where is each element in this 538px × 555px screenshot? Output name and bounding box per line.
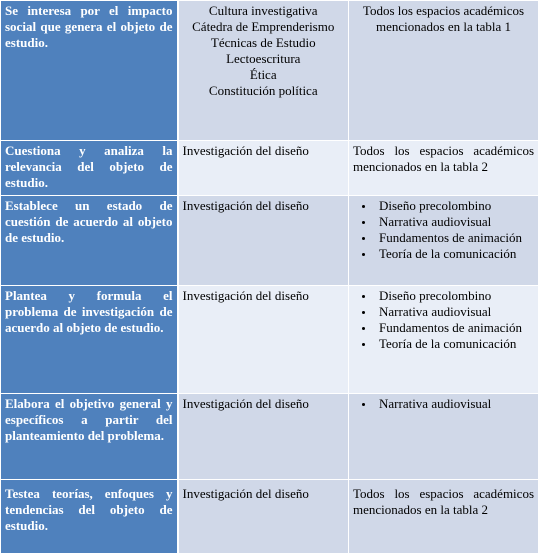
spaces-list (353, 396, 534, 412)
spaces-cell: Todos los espacios académicos mencionados en la tabla 1 (349, 1, 538, 141)
table-row (1, 480, 538, 554)
table-row (1, 196, 538, 286)
list-item: • Narrativa audiovisual (375, 214, 534, 230)
criterion-cell: Se interesa por el impacto social que genera el objeto de estudio. (1, 1, 178, 141)
list-item: • Diseño precolombino (375, 288, 534, 304)
subject-line: Ética (249, 67, 277, 82)
list-item: • Fundamentos de animación (375, 230, 534, 246)
spaces-list (353, 288, 534, 352)
criterion-cell: Plantea y formula el problema de investigación de acuerdo al objeto de estudio. (1, 286, 178, 394)
subject-cell: Investigación del diseño (178, 286, 349, 394)
subject-cell: Investigación del diseño (178, 480, 349, 554)
spaces-cell: Todos los espacios académicos mencionados en la tabla 2 (349, 141, 538, 196)
subject-cell: Investigación del diseño (178, 141, 349, 196)
spaces-list (353, 198, 534, 262)
table-row (1, 394, 538, 480)
list-item: • Fundamentos de animación (375, 320, 534, 336)
list-item: • Teoría de la comunicación (375, 336, 534, 352)
spaces-cell (349, 394, 538, 480)
criterion-cell: Cuestiona y analiza la relevancia del objeto de estudio. (1, 141, 178, 196)
list-item: • Diseño precolombino (375, 198, 534, 214)
table-row (1, 1, 538, 141)
table-row (1, 141, 538, 196)
subjects-cell (178, 1, 349, 141)
criterion-cell: Testea teorías, enfoques y tendencias del objeto de estudio. (1, 480, 178, 554)
list-item: • Narrativa audiovisual (375, 304, 534, 320)
subject-cell: Investigación del diseño (178, 394, 349, 480)
subject-line: Constitución política (208, 83, 318, 98)
criterion-cell: Elabora el objetivo general y específicos a partir del planteamiento del problema. (1, 394, 178, 480)
spaces-cell (349, 196, 538, 286)
subject-line: Cátedra de Emprenderismo (192, 19, 335, 34)
criterion-cell: Establece un estado de cuestión de acuerdo al objeto de estudio. (1, 196, 178, 286)
subject-cell: Investigación del diseño (178, 196, 349, 286)
subject-line: Lectoescritura (226, 51, 301, 66)
spaces-cell: Todos los espacios académicos mencionados en la tabla 2 (349, 480, 538, 554)
list-item: • Narrativa audiovisual (375, 396, 534, 412)
table-row (1, 286, 538, 394)
subject-line: Cultura investigativa (208, 3, 318, 18)
subject-line: Técnicas de Estudio (210, 35, 316, 50)
list-item: • Teoría de la comunicación (375, 246, 534, 262)
spaces-cell (349, 286, 538, 394)
